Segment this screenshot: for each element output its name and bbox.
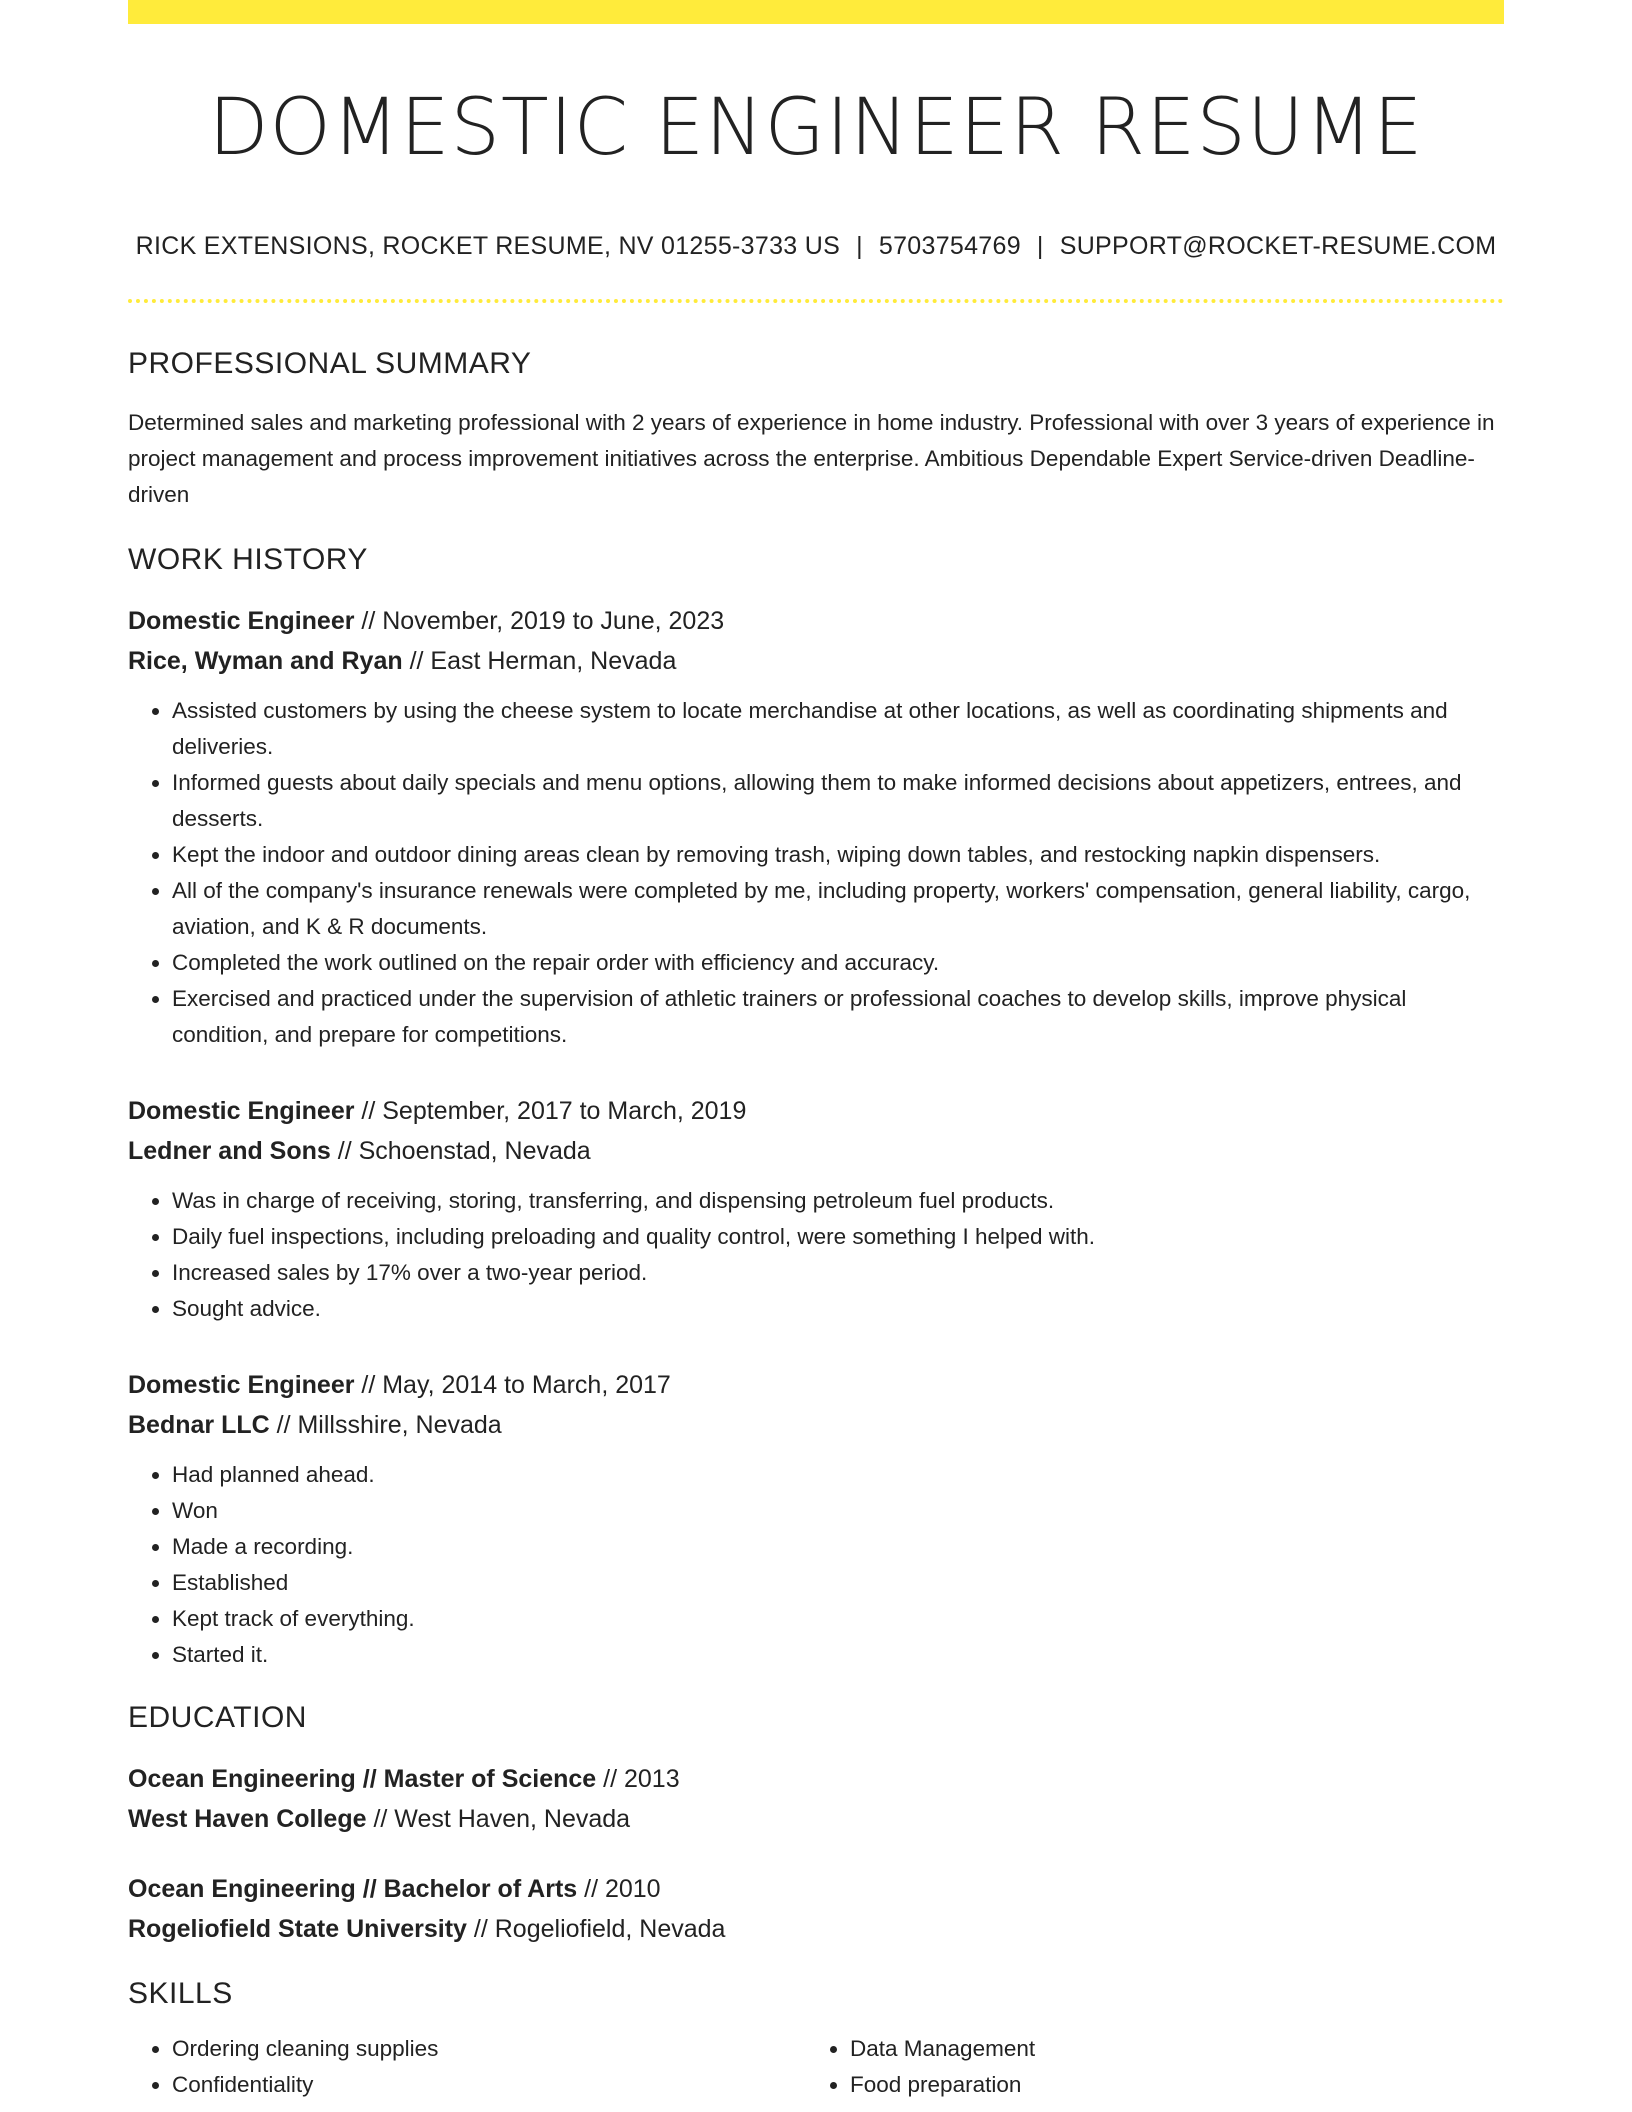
job-dates: // September, 2017 to March, 2019	[354, 1096, 747, 1125]
job-duty: • Made a recording.	[172, 1529, 1504, 1565]
education-school-line	[128, 1799, 1504, 1839]
education-heading: EDUCATION	[128, 1700, 307, 1734]
job-company-line	[128, 1405, 1504, 1445]
job-duty: • Increased sales by 17% over a two-year period.	[172, 1255, 1504, 1291]
skill-item: • Confidentiality	[172, 2067, 806, 2103]
job-duty: • Was in charge of receiving, storing, transferring, and dispensing petroleum fuel products.	[172, 1183, 1504, 1219]
job-entry	[128, 601, 1504, 1053]
job-company-line	[128, 1131, 1504, 1171]
education-entry	[128, 1759, 1504, 1839]
education-year: // 2013	[596, 1764, 680, 1793]
education-school: West Haven College	[128, 1804, 367, 1833]
job-location: // Millsshire, Nevada	[269, 1410, 502, 1439]
job-company: Bednar LLC	[128, 1410, 270, 1439]
summary-heading: PROFESSIONAL SUMMARY	[128, 346, 532, 380]
header-divider	[128, 299, 1504, 303]
skills-columns	[128, 2031, 1504, 2103]
job-dates: // May, 2014 to March, 2017	[354, 1370, 671, 1399]
education-degree-line	[128, 1759, 1504, 1799]
work-history-heading: WORK HISTORY	[128, 542, 368, 576]
job-title-line	[128, 601, 1504, 641]
job-title-line	[128, 1091, 1504, 1131]
education-degree-line	[128, 1869, 1504, 1909]
education-school-line	[128, 1909, 1504, 1949]
skills-heading: SKILLS	[128, 1976, 233, 2010]
job-duty: • Kept the indoor and outdoor dining areas clean by removing trash, wiping down tables, and restocking napkin dispensers.	[172, 837, 1504, 873]
contact-separator: |	[1036, 231, 1044, 260]
job-location: // East Herman, Nevada	[402, 646, 677, 675]
job-location: // Schoenstad, Nevada	[330, 1136, 591, 1165]
job-duty: • All of the company's insurance renewals were completed by me, including property, workers' compensation, general liability, cargo, aviation, and K & R documents.	[172, 873, 1504, 945]
skill-item: • Food preparation	[850, 2067, 1484, 2103]
job-company: Rice, Wyman and Ryan	[128, 646, 403, 675]
contact-email: SUPPORT@ROCKET-RESUME.COM	[1059, 231, 1497, 260]
job-duty: • Assisted customers by using the cheese system to locate merchandise at other locations, as well as coordinating shipments and deliveries.	[172, 693, 1504, 765]
education-location: // West Haven, Nevada	[366, 1804, 631, 1833]
job-company-line	[128, 641, 1504, 681]
accent-bar	[128, 0, 1504, 24]
job-duty: • Sought advice.	[172, 1291, 1504, 1327]
skill-item: • Ordering cleaning supplies	[172, 2031, 806, 2067]
job-duty: • Won	[172, 1493, 1504, 1529]
contact-separator: |	[856, 231, 863, 260]
resume-page	[128, 0, 1504, 2103]
job-title: Domestic Engineer	[128, 1096, 355, 1125]
job-title: Domestic Engineer	[128, 1370, 355, 1399]
job-duties-list	[128, 1183, 1504, 1327]
resume-title: DOMESTIC ENGINEER RESUME	[208, 83, 1424, 173]
job-duties-list	[128, 1457, 1504, 1673]
job-duty: • Informed guests about daily specials and menu options, allowing them to make informed decisions about appetizers, entrees, and desserts.	[172, 765, 1504, 837]
job-duty: • Had planned ahead.	[172, 1457, 1504, 1493]
job-duty: • Exercised and practiced under the supervision of athletic trainers or professional coaches to develop skills, improve physical condition, and prepare for competitions.	[172, 981, 1504, 1053]
job-dates: // November, 2019 to June, 2023	[354, 606, 725, 635]
summary-text: Determined sales and marketing professional with 2 years of experience in home industry. Professional with over 3 years of experience in project management and process improvement initiatives across the enterprise. Ambitious Dependable Expert Service-driven Deadline-driven	[128, 409, 1495, 507]
education-school: Rogeliofield State University	[128, 1914, 467, 1943]
job-duty: • Completed the work outlined on the repair order with efficiency and accuracy.	[172, 945, 1504, 981]
education-entry	[128, 1869, 1504, 1949]
job-title-line	[128, 1365, 1504, 1405]
education-year: // 2010	[577, 1874, 661, 1903]
contact-line	[128, 232, 1504, 261]
job-title: Domestic Engineer	[128, 606, 355, 635]
job-entry	[128, 1365, 1504, 1673]
job-duty: • Established	[172, 1565, 1504, 1601]
job-company: Ledner and Sons	[128, 1136, 331, 1165]
skills-list-left	[128, 2031, 806, 2103]
job-duties-list	[128, 693, 1504, 1053]
job-entry	[128, 1091, 1504, 1327]
job-duty: • Kept track of everything.	[172, 1601, 1504, 1637]
skill-item: • Data Management	[850, 2031, 1484, 2067]
job-duty: • Started it.	[172, 1637, 1504, 1673]
job-duty: • Daily fuel inspections, including preloading and quality control, were something I helped with.	[172, 1219, 1504, 1255]
skills-list-right	[806, 2031, 1484, 2103]
education-degree: Ocean Engineering // Bachelor of Arts	[128, 1874, 578, 1903]
education-degree: Ocean Engineering // Master of Science	[128, 1764, 597, 1793]
contact-phone: 5703754769	[878, 231, 1021, 260]
education-location: // Rogeliofield, Nevada	[466, 1914, 726, 1943]
contact-address: RICK EXTENSIONS, ROCKET RESUME, NV 01255-3733 US	[135, 231, 841, 260]
